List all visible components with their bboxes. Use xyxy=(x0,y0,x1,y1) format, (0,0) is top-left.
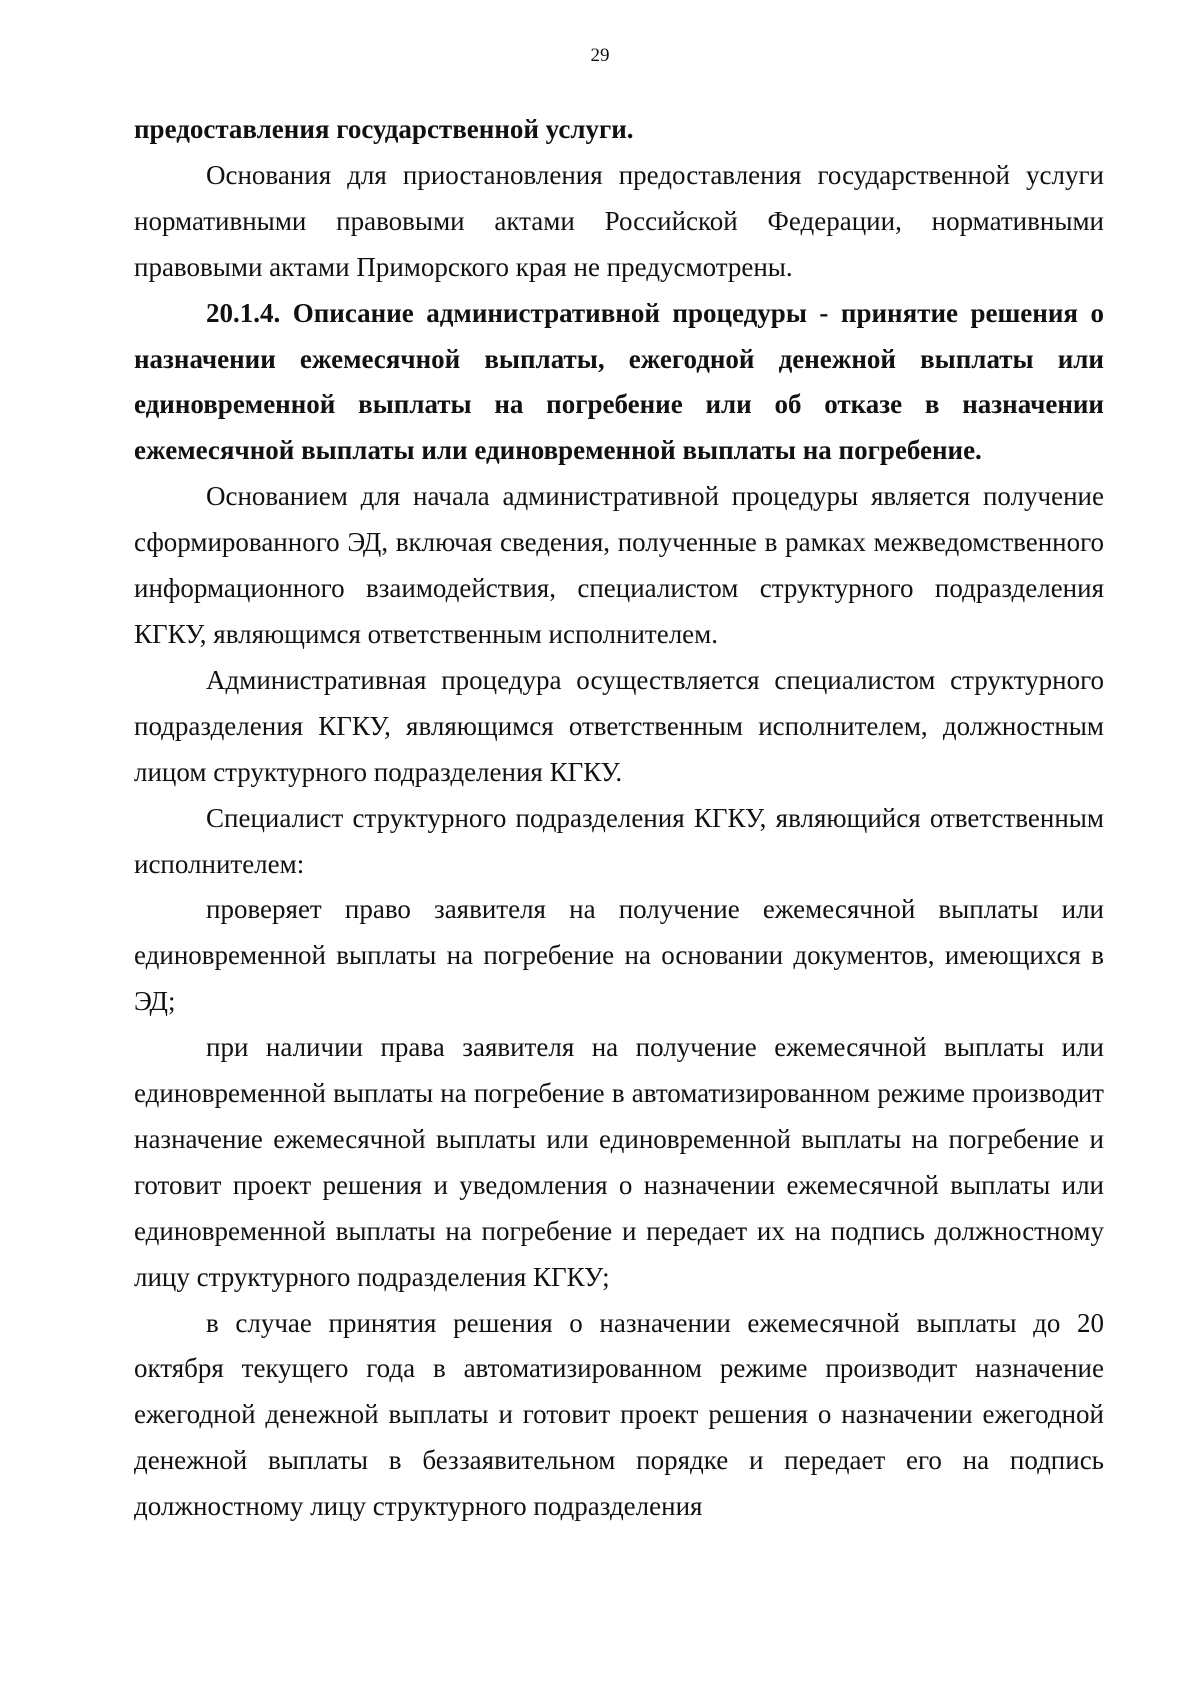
list-item-checks-eligibility: проверяет право заявителя на получение ежемесячной выплаты или единовременной выплаты на погребение на основании документов, имеющихся в ЭД; xyxy=(134,894,1104,1017)
list-item-annual-payment: в случае принятия решения о назначении ежемесячной выплаты до 20 октября текущего года в автоматизированном режиме производит назначение ежегодной денежной выплаты и готовит проект решения о назначении ежегодной денежной выплаты в беззаявительном порядке и передает его на подпись должностному лицу структурного подразделения xyxy=(134,1307,1104,1522)
document-body xyxy=(134,107,1104,1530)
paragraph-suspension-grounds: Основания для приостановления предоставления государственной услуги нормативными правовыми актами Российской Федерации, нормативными правовыми актами Приморского края не предусмотрены. xyxy=(134,159,1104,282)
page-number: 29 xyxy=(590,45,610,66)
paragraph-procedure-basis: Основанием для начала административной процедуры является получение сформированного ЭД, включая сведения, полученные в рамках межведомственного информационного взаимодействия, специалистом структурного подразделения КГКУ, являющимся ответственным исполнителем. xyxy=(134,481,1104,649)
section-heading-continuation: предоставления государственной услуги. xyxy=(134,114,634,144)
paragraph-procedure-performers: Административная процедура осуществляется специалистом структурного подразделения КГКУ, являющимся ответственным исполнителем, должностным лицом структурного подразделения КГКУ. xyxy=(134,664,1104,787)
section-heading-20-1-4: 20.1.4. Описание административной процедуры - принятие решения о назначении ежемесячной выплаты, ежегодной денежной выплаты или единовременной выплаты на погребение или об отказе в назначении ежемесячной выплаты или единовременной выплаты на погребение. xyxy=(134,297,1104,466)
paragraph-specialist-intro: Специалист структурного подразделения КГКУ, являющийся ответственным исполнителем: xyxy=(134,802,1104,879)
list-item-assigns-payment: при наличии права заявителя на получение ежемесячной выплаты или единовременной выплаты на погребение в автоматизированном режиме производит назначение ежемесячной выплаты или единовременной выплаты на погребение и готовит проект решения и уведомления о назначении ежемесячной выплаты или единовременной выплаты на погребение и передает их на подпись должностному лицу структурного подразделения КГКУ; xyxy=(134,1032,1104,1292)
